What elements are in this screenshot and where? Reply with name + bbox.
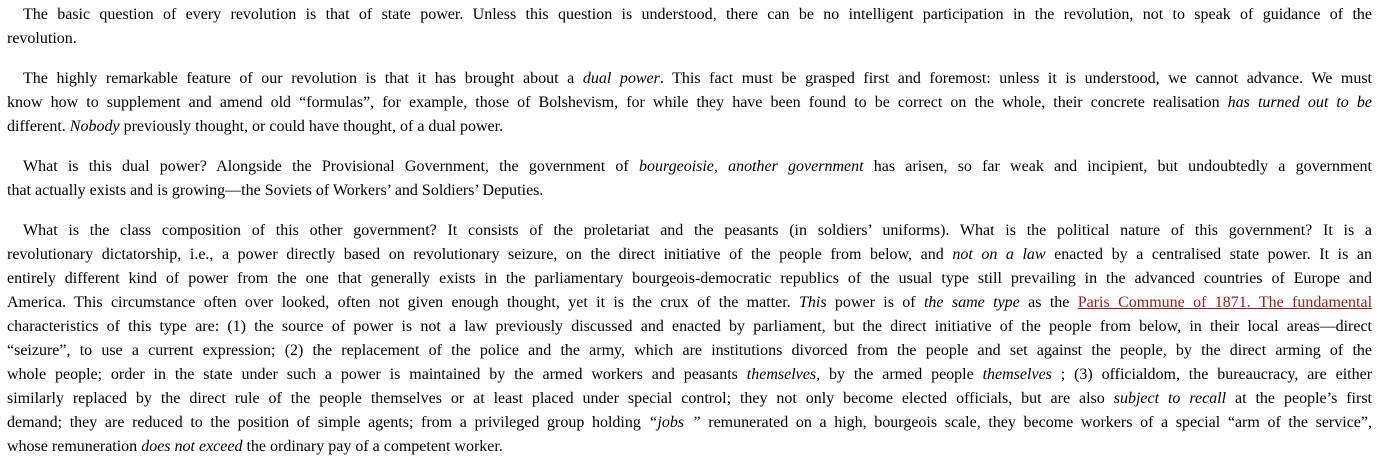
italic-text: “jobs ” <box>648 414 701 431</box>
italic-text: Nobody <box>69 118 120 135</box>
text-run: The highly remarkable feature of our revolution is that it has brought about a <box>23 70 583 87</box>
italic-text: not on a law <box>952 246 1046 263</box>
text-run: different. <box>7 118 70 135</box>
text-line <box>7 435 1372 459</box>
text-line <box>7 339 1372 363</box>
text-run: entirely different kind of power from the one that generally exists in the parliamentary bourgeois-democratic republics of the usual type still prevailing in the advanced countries of Europe and <box>7 270 1372 287</box>
text-run: The basic question of every revolution is that of state power. Unless this question is understood, there can be no intelligent participation in the revolution, not to speak of guidance of the <box>23 6 1372 23</box>
italic-text: has turned out to be <box>1227 94 1372 111</box>
text-line <box>23 67 1372 91</box>
italic-text: the same type <box>923 294 1020 311</box>
text-line <box>7 411 1372 435</box>
text-line <box>7 91 1372 115</box>
text-run: What is the class composition of this other government? It consists of the proletariat and the peasants (in soldiers’ uniforms). What is the political nature of this government? It is a <box>23 222 1372 239</box>
text-run: at the people’s first <box>1226 390 1372 407</box>
text-line <box>7 387 1372 411</box>
italic-text: bourgeoisie, another government <box>638 158 864 175</box>
text-line <box>7 179 1372 203</box>
text-run: know how to supplement and amend old “formulas”, for example, those of Bolshevism, for while they have been found to be correct on the whole, their concrete realisation <box>7 94 1228 111</box>
text-run: characteristics of this type are: (1) the source of power is not a law previously discussed and enacted by parliament, but the direct initiative of the people from below, in their local areas—direct <box>7 318 1372 335</box>
text-run: has arisen, so far weak and incipient, but undoubtedly a government <box>863 158 1372 175</box>
text-line <box>7 267 1372 291</box>
text-run: by the armed people <box>820 366 983 383</box>
text-run: that actually exists and is growing—the Soviets of Workers’ and Soldiers’ Deputies. <box>7 182 544 199</box>
paris-commune-link[interactable]: Paris Commune of 1871. The fundamental <box>1077 294 1373 311</box>
italic-text: This <box>799 294 827 311</box>
text-run: America. This circumstance often over looked, often not given enough thought, yet it is the crux of the matter. <box>7 294 799 311</box>
text-run: power is of <box>826 294 924 311</box>
text-run: the ordinary pay of a competent worker. <box>242 438 503 455</box>
italic-text: does not exceed <box>141 438 243 455</box>
text-line <box>7 363 1372 387</box>
text-run: similarly replaced by the direct rule of the people themselves or at least placed under special control; they not only become elected officials, but are also <box>7 390 1114 407</box>
text-run: as the <box>1019 294 1078 311</box>
text-run: revolutionary dictatorship, i.e., a power directly based on revolutionary seizure, on the direct initiative of the people from below, and <box>7 246 953 263</box>
italic-text: themselves <box>982 366 1052 383</box>
text-line <box>23 219 1372 243</box>
text-run: revolution. <box>7 30 77 47</box>
text-line <box>7 243 1372 267</box>
text-run: demand; they are reduced to the position of simple agents; from a privileged group holding <box>7 414 649 431</box>
text-line <box>23 3 1372 27</box>
italic-text: subject to recall <box>1113 390 1227 407</box>
text-run: whose remuneration <box>7 438 142 455</box>
text-line <box>7 27 1372 51</box>
text-run: What is this dual power? Alongside the Provisional Government, the government of <box>23 158 639 175</box>
text-run: enacted by a centralised state power. It is an <box>1045 246 1373 263</box>
text-line <box>23 155 1372 179</box>
text-run: “seizure”, to use a current expression; (2) the replacement of the police and the army, which are institutions divorced from the people and set against the people, by the direct arming of the <box>7 342 1372 359</box>
text-run: previously thought, or could have thought, of a dual power. <box>119 118 504 135</box>
italic-text: themselves, <box>746 366 821 383</box>
text-line <box>7 315 1372 339</box>
text-run: whole people; order in the state under such a power is maintained by the armed workers and peasants <box>7 366 747 383</box>
text-run: remunerated on a high, bourgeois scale, they become workers of a special “arm of the service”, <box>700 414 1373 431</box>
italic-text: dual power <box>582 70 660 87</box>
text-run: . This fact must be grasped first and foremost: unless it is understood, we cannot advance. We must <box>659 70 1372 87</box>
text-run: ; (3) officialdom, the bureaucracy, are either <box>1051 366 1373 383</box>
text-line <box>7 291 1372 315</box>
text-line <box>7 115 1372 139</box>
